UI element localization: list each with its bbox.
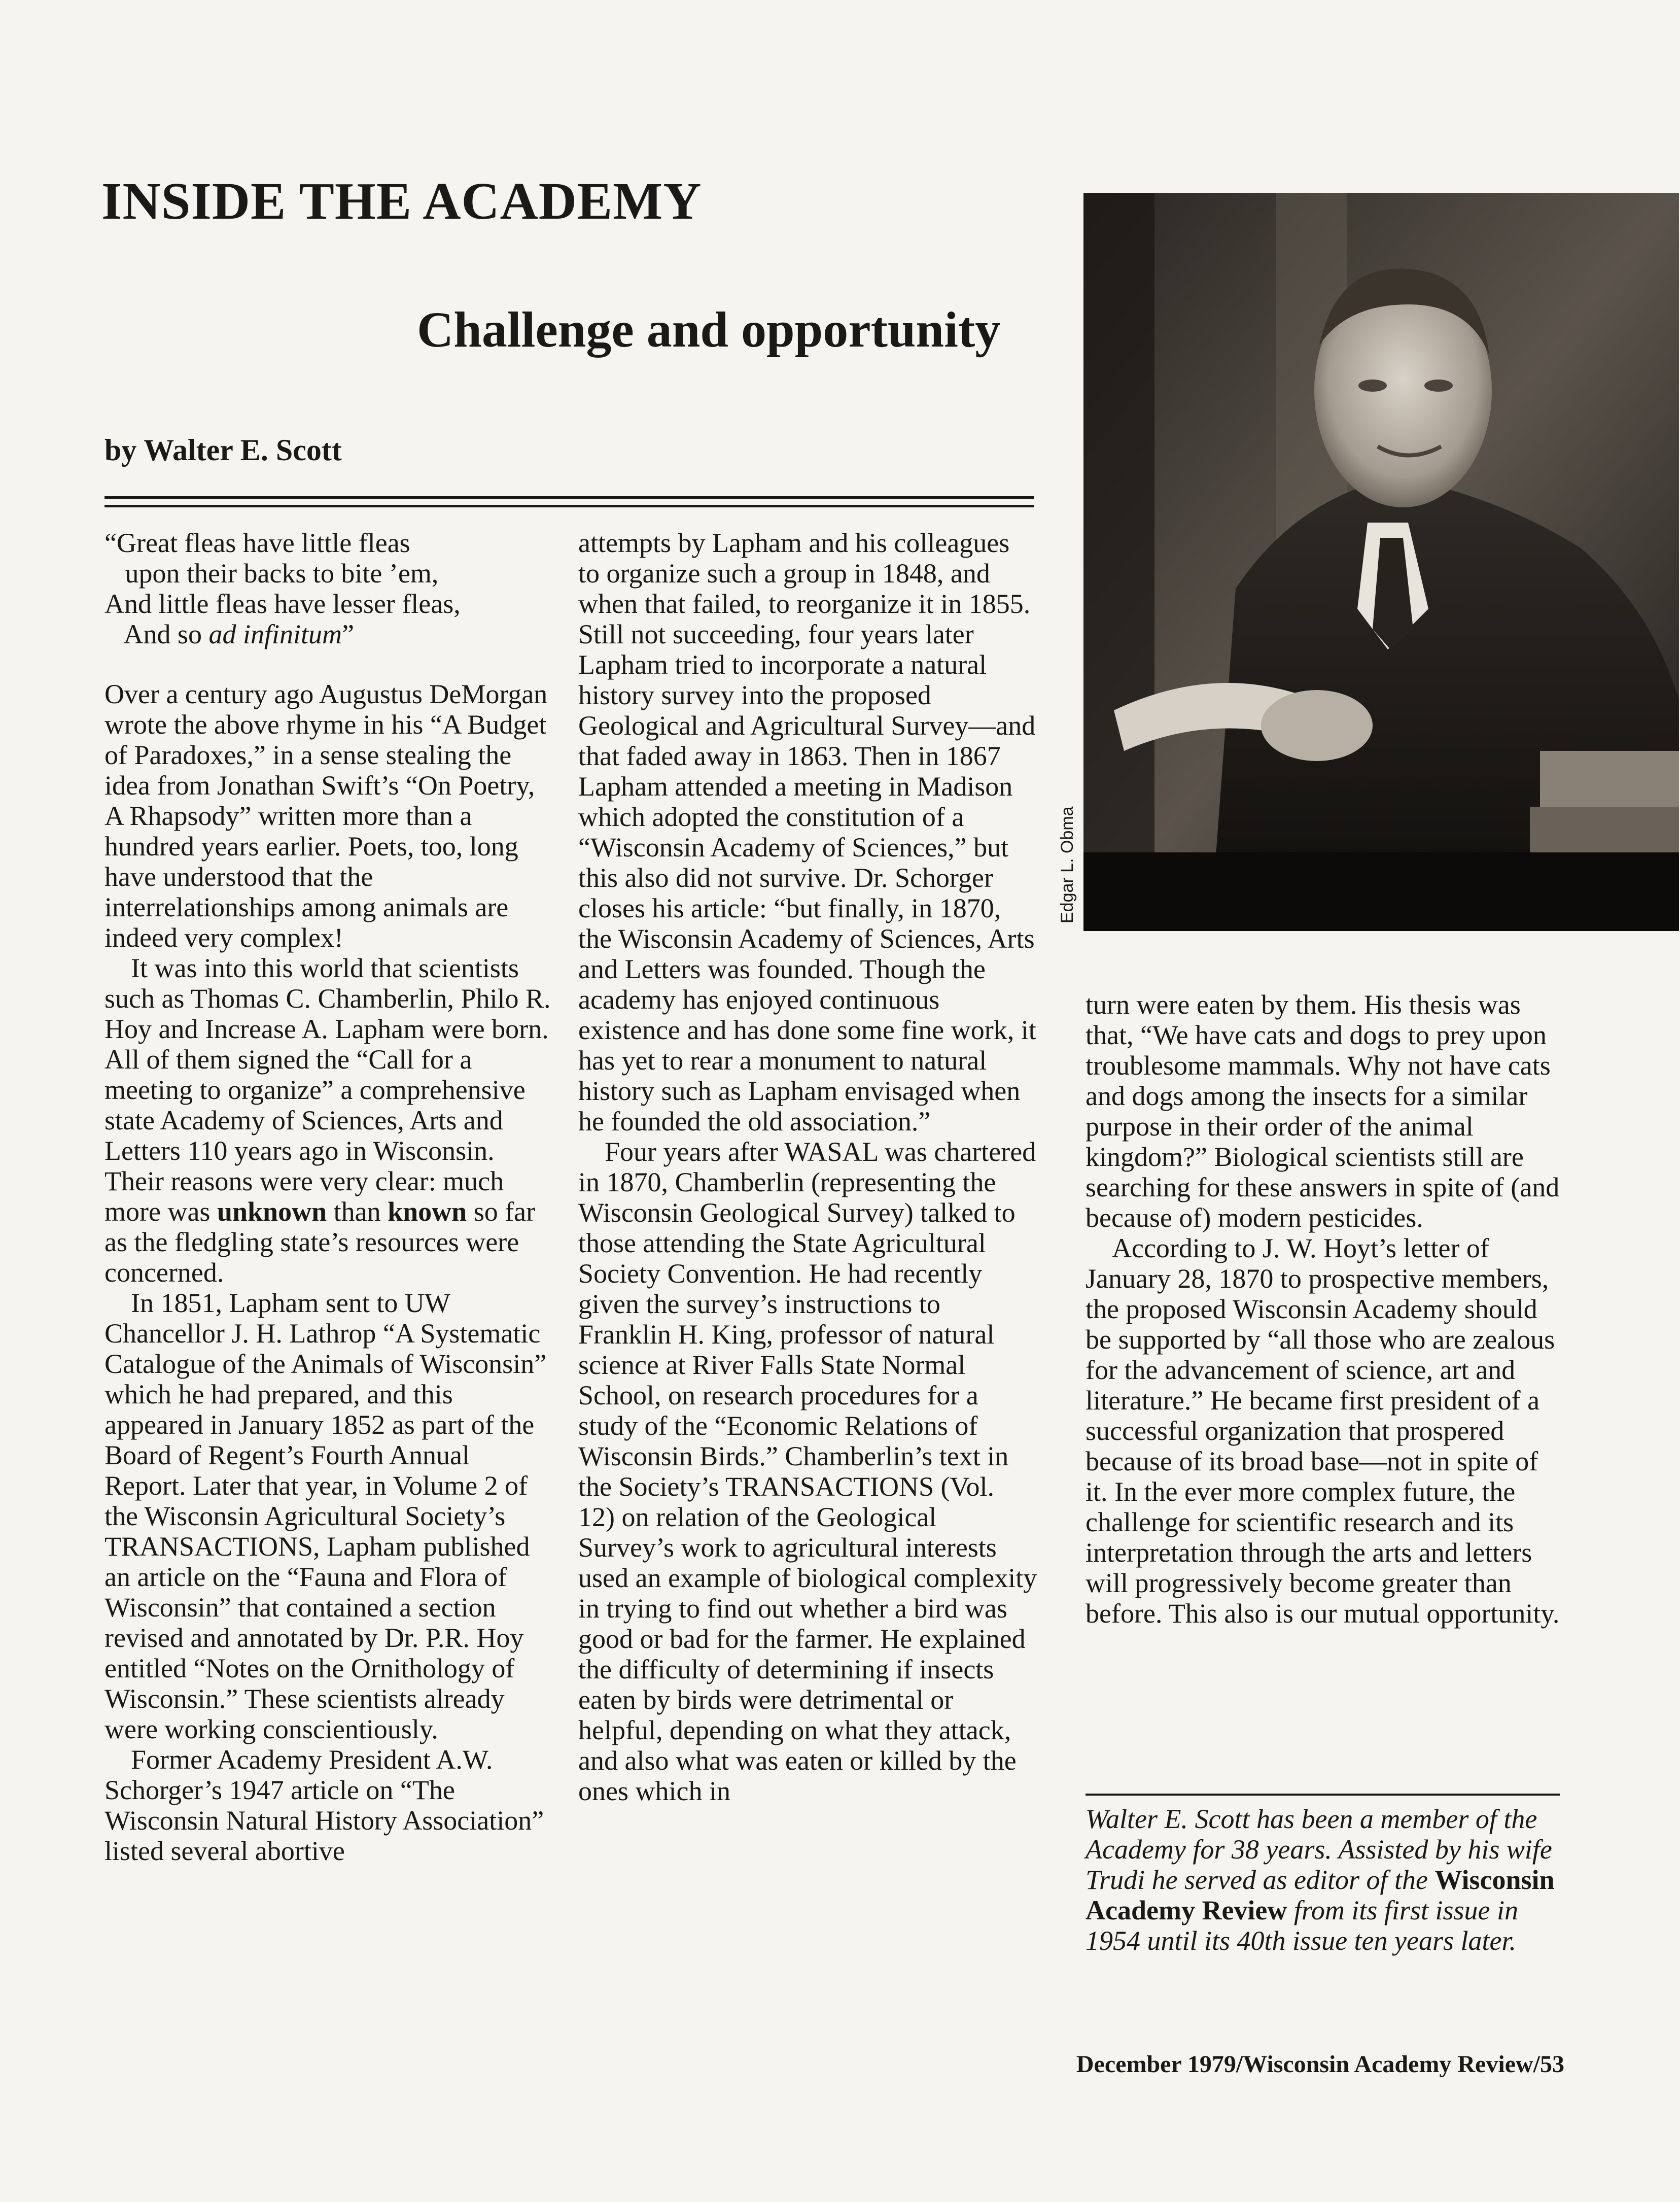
epigraph-poem — [104, 528, 551, 649]
bio-text: from its first issue in 1954 until its 40th issue ten years later. — [1086, 1895, 1518, 1956]
paragraph: According to J. W. Hoyt’s letter of January 28, 1870 to prospective members, the proposed Wisconsin Academy should be supported by “all those who are zealous for the advancement of science, art and literature.” He became first president of a successful organization that prospered because of its broad base—not in spite of it. In the ever more complex future, the challenge for scientific research and its interpretation through the arts and letters will progressively become greater than before. This also is our mutual opportunity. — [1086, 1233, 1560, 1629]
paragraph: Former Academy President A.W. Schorger’s 1947 article on “The Wisconsin Natural History Association” listed several abortive — [104, 1744, 544, 1866]
poem-line: And little fleas have lesser fleas, — [104, 589, 461, 619]
section-title: INSIDE THE ACADEMY — [101, 172, 702, 230]
byline: by Walter E. Scott — [104, 433, 342, 467]
column-1 — [104, 528, 551, 1866]
paragraph-text: It was into this world that scientists such as Thomas C. Chamberlin, Philo R. Hoy and Increase A. Lapham were born. All of them signed the “Call for a meeting to organize” a comprehensive state Academy of Sciences, Arts and Letters 110 years ago in Wisconsin. Their reasons were very clear: much more was — [104, 953, 551, 1227]
double-rule-top — [104, 496, 1034, 499]
paragraph: Over a century ago Augustus DeMorgan wrote the above rhyme in his “A Budget of Paradoxes,” in a sense stealing the idea from Jonathan Swift’s “On Poetry, A Rhapsody” written more than a hundred years earlier. Poets, too, long have understood that the interrelationships among animals are indeed very complex! — [104, 679, 548, 953]
portrait-illustration — [1083, 193, 1679, 931]
bio-publication-name: Wisconsin Academy Review — [1086, 1865, 1555, 1925]
page-footer: December 1979/Wisconsin Academy Review/53 — [1076, 2051, 1564, 2078]
poem-italic: ad infinitum — [208, 619, 342, 649]
article-title: Challenge and opportunity — [417, 301, 1001, 358]
bio-text: Walter E. Scott has been a member of the Academy for 38 years. Assisted by his wife Trudi he served as editor of the — [1086, 1804, 1552, 1895]
emphasis-known: known — [388, 1196, 467, 1227]
photo-credit: Edgar L. Obma — [1058, 806, 1077, 923]
author-photo — [1083, 193, 1679, 931]
paragraph-text: so far as the fledgling state’s resources were concerned. — [104, 1196, 536, 1288]
poem-line-text: And so — [104, 619, 209, 649]
paragraph: attempts by Lapham and his colleagues to organize such a group in 1848, and when that failed, to reorganize it in 1855. Still not succeeding, four years later Lapham tried to incorporate a natural history survey into the proposed Geological and Agricultural Survey—and that faded away in 1863. Then in 1867 Lapham attended a meeting in Madison which adopted the constitution of a “Wisconsin Academy of Sciences,” but this also did not survive. Dr. Schorger closes his article: “but finally, in 1870, the Wisconsin Academy of Sciences, Arts and Letters was founded. Though the academy has enjoyed continuous existence and has done some fine work, it has yet to rear a monument to natural history such as Lapham envisaged when he founded the old association.” — [578, 528, 1036, 1137]
poem-line — [104, 619, 551, 649]
author-bio — [1086, 1804, 1562, 1956]
paragraph: turn were eaten by them. His thesis was that, “We have cats and dogs to prey upon troublesome mammals. Why not have cats and dogs among the insects for a similar purpose in their order of the animal kingdom?” Biological scientists still are searching for these answers in spite of (and because of) modern pesticides. — [1086, 989, 1560, 1233]
double-rule-bottom — [104, 505, 1034, 507]
paragraph: Four years after WASAL was chartered in 1870, Chamberlin (representing the Wisconsin Geological Survey) talked to those attending the State Agricultural Society Convention. He had recently given the survey’s instructions to Franklin H. King, professor of natural science at River Falls State Normal School, on research procedures for a study of the “Economic Relations of Wisconsin Birds.” Chamberlin’s text in the Society’s TRANSACTIONS (Vol. 12) on relation of the Geological Survey’s work to agricultural interests used an example of biological complexity in trying to find out whether a bird was good or bad for the farmer. He explained the difficulty of determining if insects eaten by birds were detrimental or helpful, depending on what they attack, and also what was eaten or killed by the ones which in — [578, 1137, 1037, 1806]
paragraph-text: than — [327, 1196, 388, 1227]
column-3 — [1086, 989, 1562, 1629]
emphasis-unknown: unknown — [217, 1196, 327, 1227]
bio-rule — [1086, 1794, 1560, 1796]
poem-line: upon their backs to bite ’em, — [104, 558, 439, 589]
poem-line: “Great fleas have little fleas — [104, 528, 410, 558]
column-2 — [578, 528, 1037, 1806]
paragraph: In 1851, Lapham sent to UW Chancellor J. H. Lathrop “A Systematic Catalogue of the Animals of Wisconsin” which he had prepared, and this appeared in January 1852 as part of the Board of Regent’s Fourth Annual Report. Later that year, in Volume 2 of the Wisconsin Agricultural Society’s TRANSACTIONS, Lapham published an article on the “Fauna and Flora of Wisconsin” that contained a section revised and annotated by Dr. P.R. Hoy entitled “Notes on the Ornithology of Wisconsin.” These scientists already were working conscientiously. — [104, 1288, 547, 1744]
poem-close-quote: ” — [342, 619, 355, 649]
paragraph — [104, 953, 551, 1288]
